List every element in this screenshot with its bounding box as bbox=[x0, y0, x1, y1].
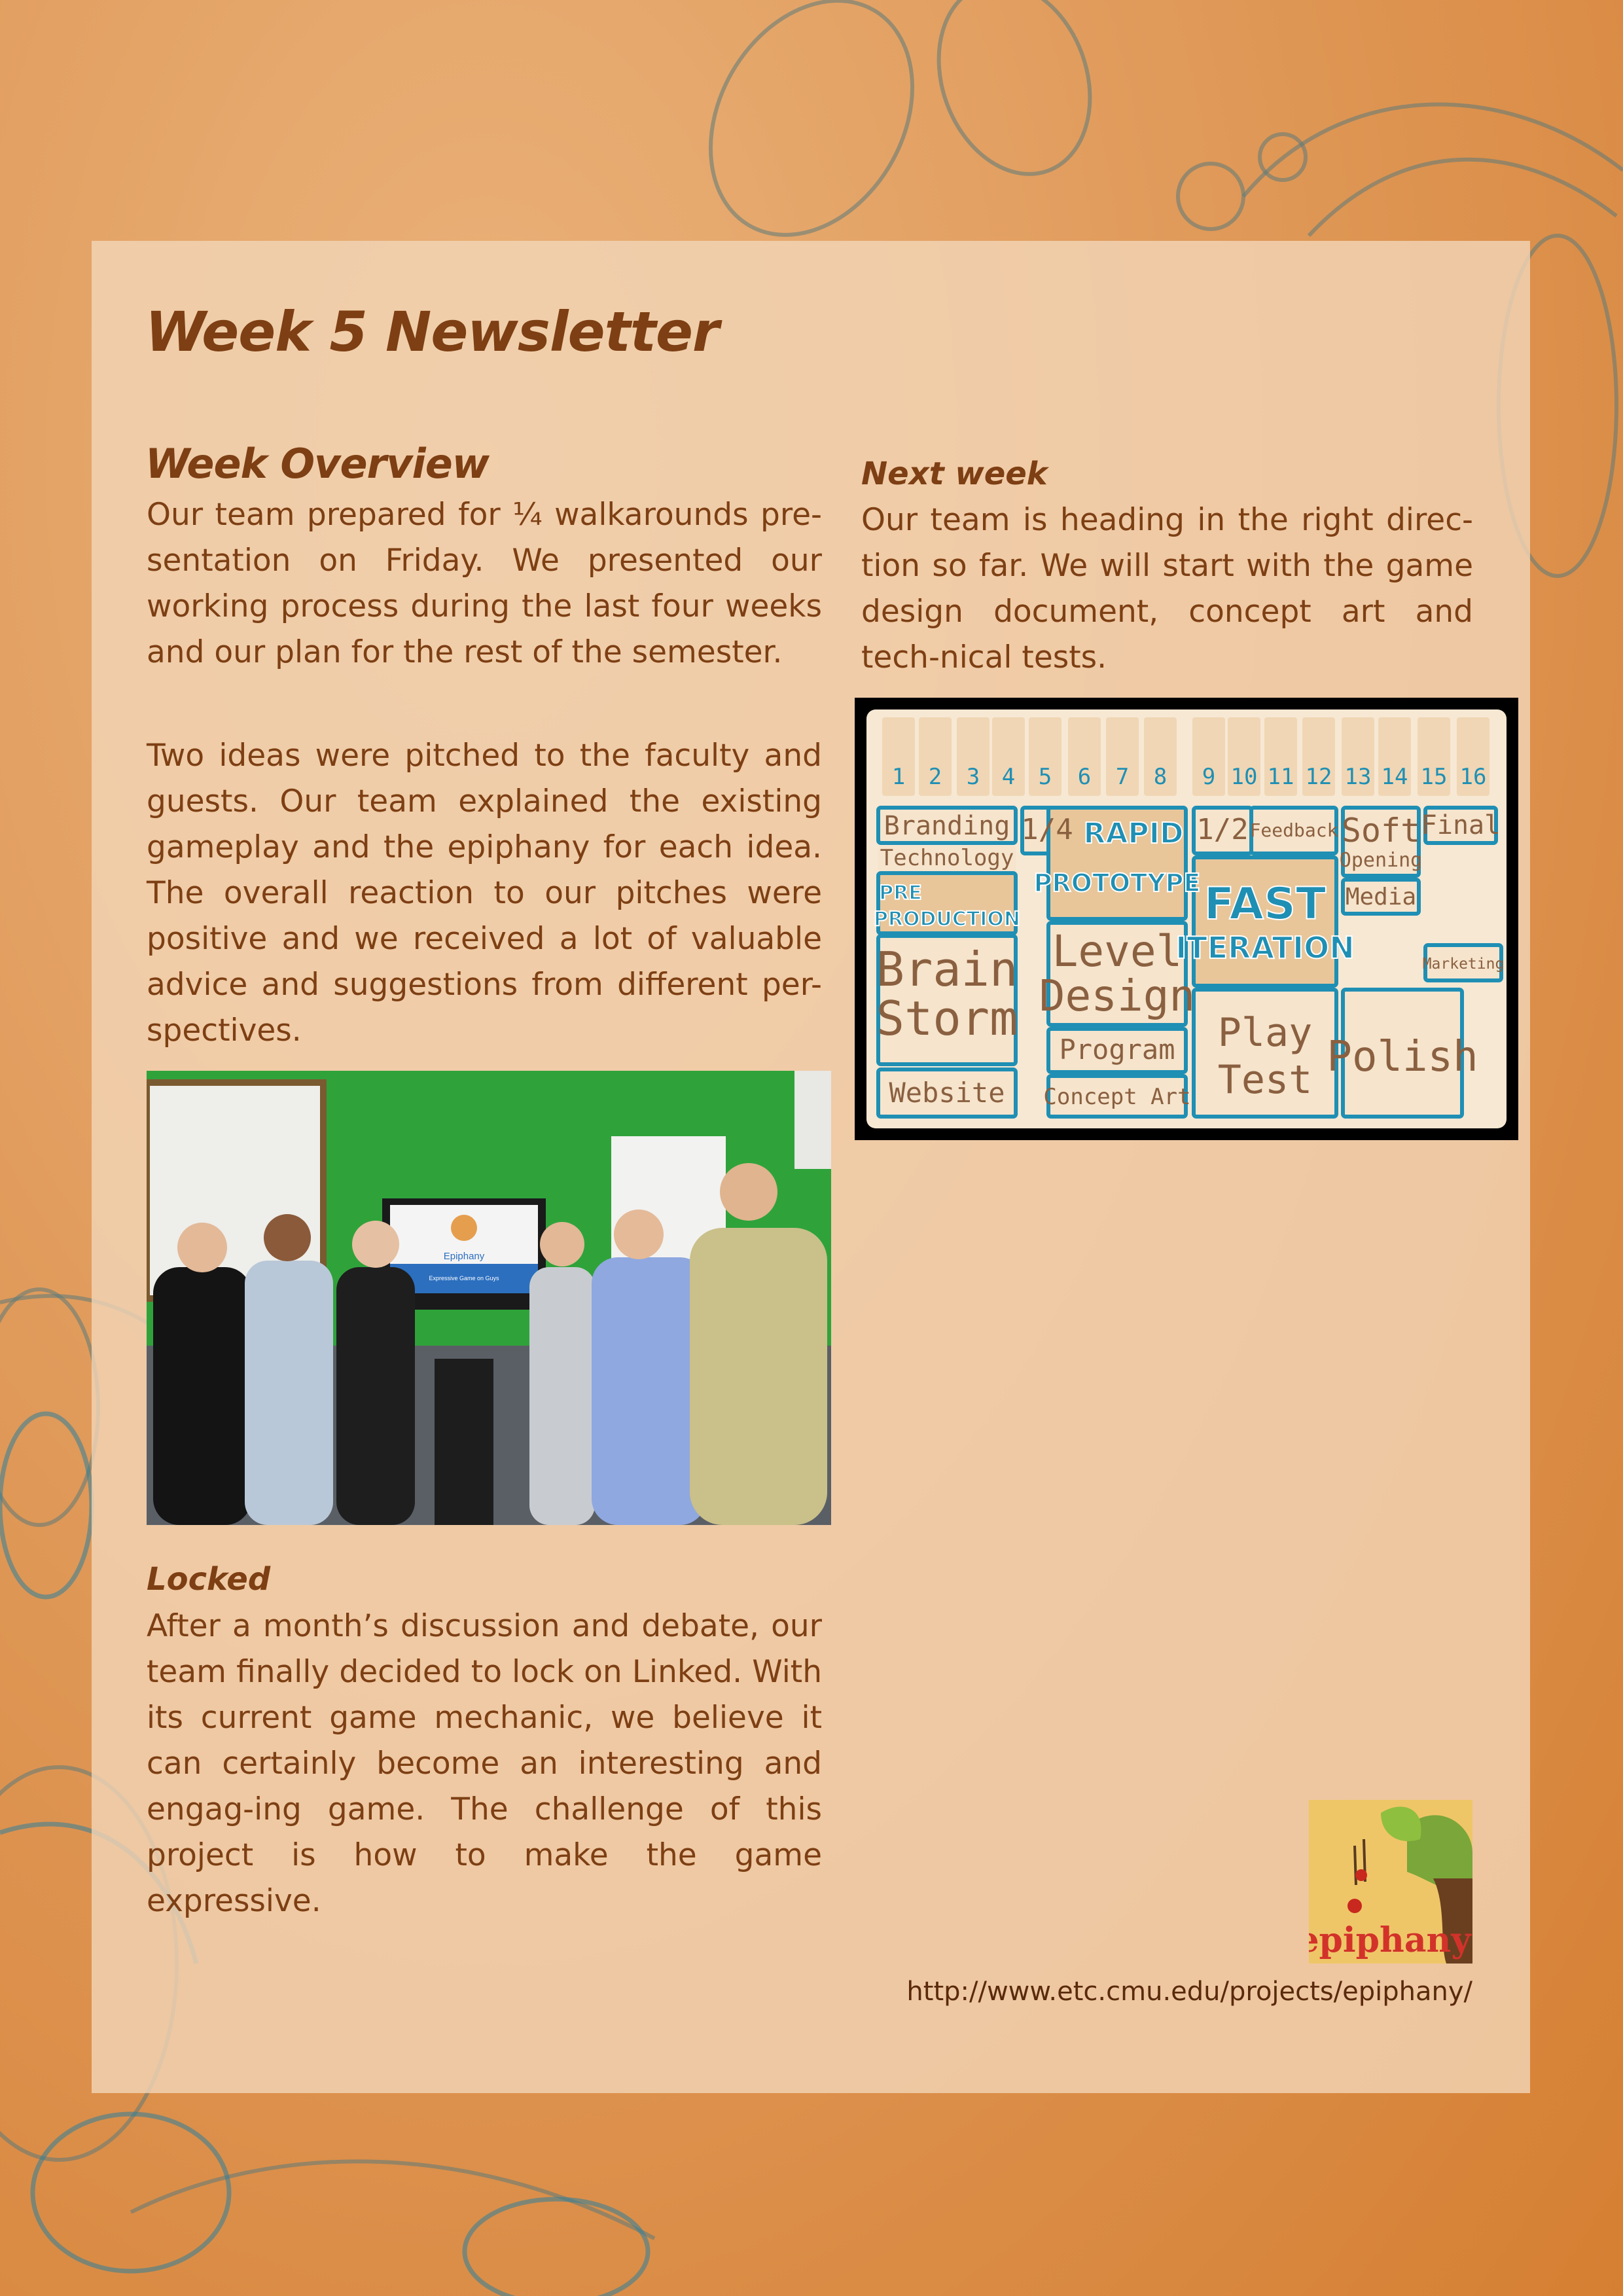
production-label: PRODUCTION bbox=[873, 908, 1021, 931]
newsletter-title: Week 5 Newsletter bbox=[145, 300, 719, 364]
week-label: 3 bbox=[966, 764, 980, 790]
week-label: 11 bbox=[1267, 764, 1294, 790]
week-label: 4 bbox=[1001, 764, 1016, 790]
media-label: Media bbox=[1345, 884, 1417, 910]
play-label: Play bbox=[1217, 1010, 1313, 1056]
week-overview-heading: Week Overview bbox=[145, 440, 490, 488]
week-label: 13 bbox=[1344, 764, 1372, 790]
locked-heading: Locked bbox=[147, 1561, 271, 1598]
test-label: Test bbox=[1217, 1057, 1313, 1103]
polish-label: Polish bbox=[1327, 1033, 1478, 1081]
brain-label: Brain bbox=[876, 942, 1018, 997]
marketing-label: Marketing bbox=[1422, 956, 1505, 973]
quarter-label: 1/4 bbox=[1021, 813, 1073, 846]
next-week-heading: Next week bbox=[861, 456, 1048, 492]
week-label: 15 bbox=[1420, 764, 1448, 790]
week-label: 12 bbox=[1305, 764, 1332, 790]
week-label: 5 bbox=[1038, 764, 1052, 790]
screen-title: Epiphany bbox=[443, 1251, 485, 1262]
soft-label: Soft bbox=[1341, 812, 1421, 850]
technology-label: Technology bbox=[880, 845, 1014, 871]
storm-label: Storm bbox=[876, 991, 1018, 1046]
level-label: Level bbox=[1052, 926, 1183, 977]
week-label: 2 bbox=[928, 764, 942, 790]
final-label: Final bbox=[1421, 810, 1501, 840]
logo-text: epiphany bbox=[1309, 1920, 1471, 1960]
semester-schedule bbox=[855, 698, 1518, 1140]
design-label: Design bbox=[1039, 971, 1196, 1021]
iteration-label: ITERATION bbox=[1175, 930, 1355, 965]
week-label: 16 bbox=[1459, 764, 1487, 790]
week-label: 14 bbox=[1381, 764, 1408, 790]
week-label: 9 bbox=[1202, 764, 1216, 790]
week-label: 6 bbox=[1077, 764, 1092, 790]
program-label: Program bbox=[1059, 1033, 1175, 1066]
opening-label: Opening bbox=[1339, 849, 1423, 872]
rapid-label: RAPID bbox=[1083, 817, 1184, 850]
locked-paragraph: After a month’s discussion and debate, our team finally decided to lock on Linked. With its current game mechanic, we believe it can certainly become an interesting and engag-ing game. The challenge of this project is how to make the game expressive. bbox=[147, 1608, 822, 1919]
fast-label: FAST bbox=[1204, 878, 1327, 930]
website-label: Website bbox=[889, 1077, 1005, 1109]
feedback-label: Feedback bbox=[1249, 819, 1338, 841]
next-week-paragraph: Our team is heading in the right direc-tion so far. We will start with the game design document, concept art and tech-nical tests. bbox=[861, 502, 1473, 675]
concept-art-label: Concept Art bbox=[1043, 1084, 1191, 1110]
week-label: 8 bbox=[1153, 764, 1168, 790]
epiphany-logo bbox=[1309, 1800, 1472, 1964]
week-label: 10 bbox=[1230, 764, 1258, 790]
project-url[interactable]: http://www.etc.cmu.edu/projects/epiphany/ bbox=[906, 1977, 1472, 2007]
overview-paragraph-1: Our team prepared for ¼ walkarounds pre-sentation on Friday. We presented our working process during the last four weeks and our plan for the rest of the semester. bbox=[147, 497, 822, 670]
pre-label: PRE bbox=[879, 882, 922, 905]
week-label: 7 bbox=[1115, 764, 1130, 790]
half-label: 1/2 bbox=[1196, 813, 1249, 846]
team-photo bbox=[147, 1071, 831, 1525]
branding-label: Branding bbox=[883, 811, 1010, 841]
overview-paragraph-2: Two ideas were pitched to the faculty and guests. Our team explained the existing gameplay and the epiphany for each idea. The overall reaction to our pitches were positive and we received a lot of valuable advice and suggestions from different per-spectives. bbox=[147, 738, 822, 1049]
prototype-label: PROTOTYPE bbox=[1033, 869, 1201, 897]
week-label: 1 bbox=[891, 764, 906, 790]
screen-subtitle: Expressive Game on Guys bbox=[429, 1275, 499, 1282]
